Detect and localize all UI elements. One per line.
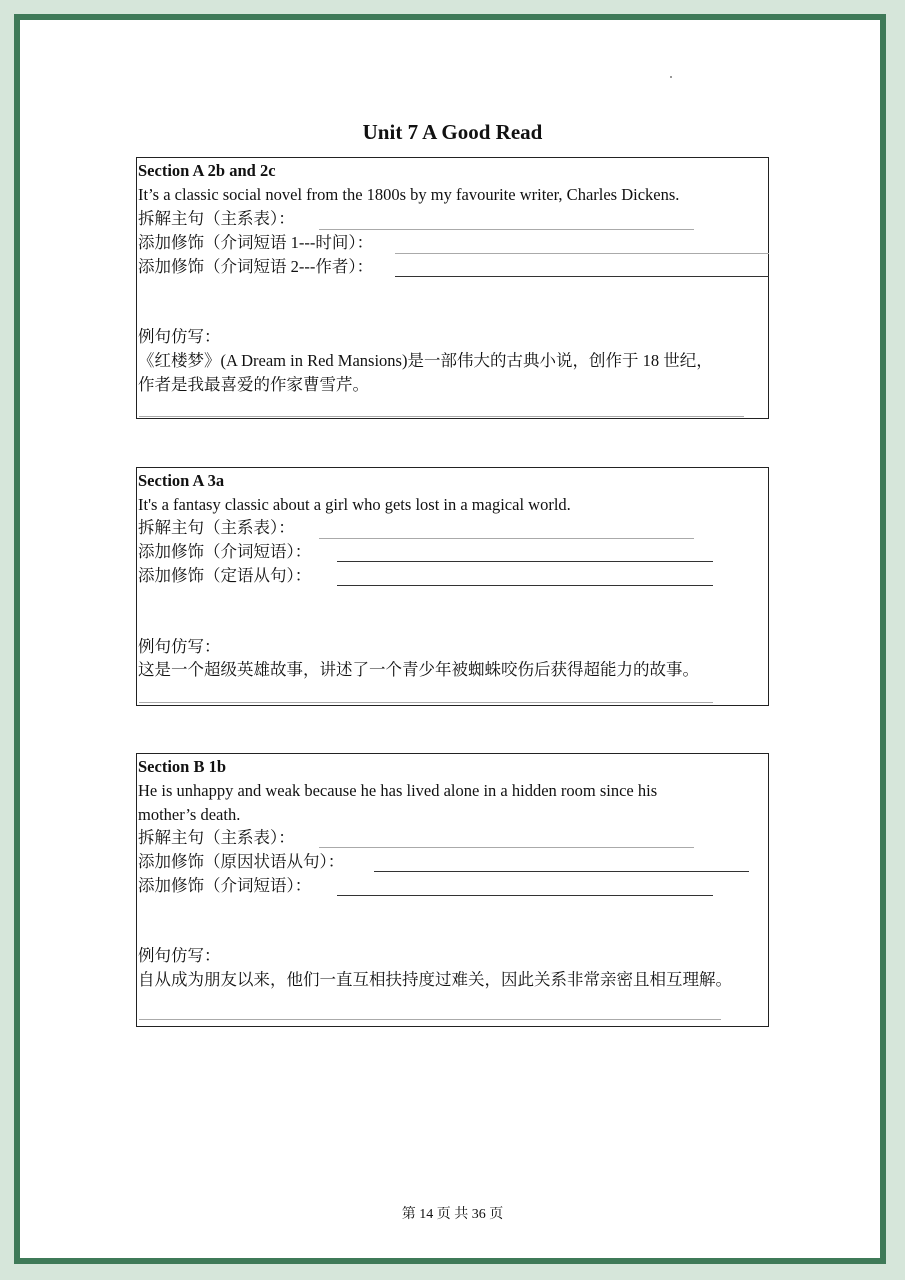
example-line-1: 自从成为朋友以来，他们一直互相扶持度过难关，因此关系非常亲密且相互理解。 xyxy=(138,970,732,989)
example-label: 例句仿写： xyxy=(138,946,221,965)
answer-blank-main-clause[interactable] xyxy=(319,538,694,539)
prompt-modifier-2: 添加修饰（定语从句）： xyxy=(138,566,312,585)
prompt-modifier-1: 添加修饰（介词短语 1---时间）： xyxy=(138,233,374,252)
answer-blank-example[interactable] xyxy=(139,416,744,417)
example-line-1: 《红楼梦》(A Dream in Red Mansions)是一部伟大的古典小说，创作于 18 世纪， xyxy=(138,351,713,370)
answer-blank-modifier-2[interactable] xyxy=(337,895,713,896)
page-title: Unit 7 A Good Read xyxy=(362,120,543,144)
example-line-1: 这是一个超级英雄故事，讲述了一个青少年被蜘蛛咬伤后获得超能力的故事。 xyxy=(138,660,699,679)
answer-blank-modifier-1[interactable] xyxy=(395,253,769,254)
answer-blank-modifier-2[interactable] xyxy=(337,585,713,586)
section-a-2b-2c xyxy=(136,157,769,419)
example-label: 例句仿写： xyxy=(138,637,221,656)
prompt-main-clause: 拆解主句（主系表）： xyxy=(138,828,295,847)
section-a-3a xyxy=(136,467,769,706)
example-label: 例句仿写： xyxy=(138,327,221,346)
answer-blank-modifier-2[interactable] xyxy=(395,276,769,277)
section-heading: Section A 2b and 2c xyxy=(138,161,276,180)
answer-blank-main-clause[interactable] xyxy=(319,847,694,848)
page-dot xyxy=(670,76,672,78)
page-number: 第 14 页 共 36 页 xyxy=(401,1207,504,1222)
source-sentence-line-1: He is unhappy and weak because he has lived alone in a hidden room since his xyxy=(138,781,658,800)
prompt-main-clause: 拆解主句（主系表）： xyxy=(138,209,295,228)
answer-blank-example[interactable] xyxy=(139,1019,721,1020)
prompt-modifier-1: 添加修饰（原因状语从句）： xyxy=(138,852,345,871)
section-b-1b xyxy=(136,753,769,1027)
prompt-modifier-2: 添加修饰（介词短语）： xyxy=(138,876,312,895)
source-sentence: It’s a classic social novel from the 1800s by my favourite writer, Charles Dickens. xyxy=(138,185,680,204)
source-sentence-line-2: mother’s death. xyxy=(138,805,241,824)
source-sentence: It's a fantasy classic about a girl who gets lost in a magical world. xyxy=(138,495,571,514)
answer-blank-example[interactable] xyxy=(139,702,713,703)
answer-blank-modifier-1[interactable] xyxy=(374,871,749,872)
section-heading: Section B 1b xyxy=(138,757,227,776)
answer-blank-modifier-1[interactable] xyxy=(337,561,713,562)
prompt-main-clause: 拆解主句（主系表）： xyxy=(138,518,295,537)
example-line-2: 作者是我最喜爱的作家曹雪芹。 xyxy=(138,375,369,394)
answer-blank-main-clause[interactable] xyxy=(319,229,694,230)
prompt-modifier-1: 添加修饰（介词短语）： xyxy=(138,542,312,561)
prompt-modifier-2: 添加修饰（介词短语 2---作者）： xyxy=(138,257,374,276)
section-heading: Section A 3a xyxy=(138,471,225,490)
